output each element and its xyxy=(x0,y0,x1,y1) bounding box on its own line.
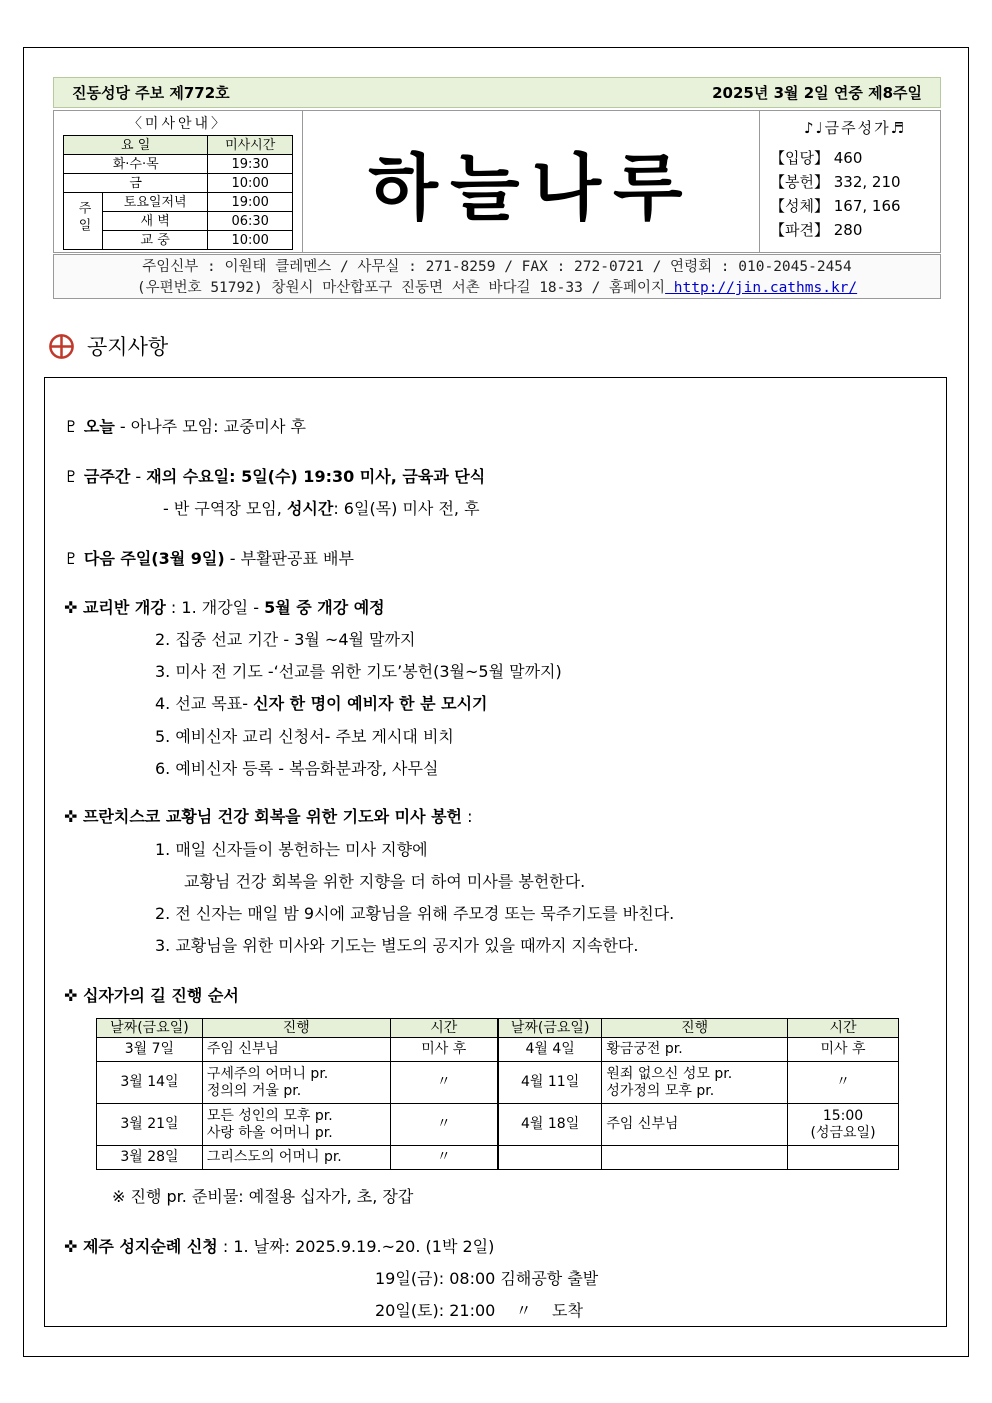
sunday-label: 주일 xyxy=(64,193,103,250)
mass-schedule-table xyxy=(63,135,293,250)
notice-week-2: - 반 구역장 모임, 성시간: 6일(목) 미사 전, 후 xyxy=(163,499,480,518)
contact-line-2: (우편번호 51792) 창원시 마산합포구 진동면 서촌 바다길 18-33 / 홈페이지 http://jin.cathms.kr/ xyxy=(136,280,858,296)
hymn-row: 【성체】 167, 166 xyxy=(770,197,901,215)
stations-header-row: 날짜(금요일) 진행 시간 날짜(금요일) 진행 시간 xyxy=(97,1019,899,1038)
jeju-line: 19일(금): 08:00 김해공항 출발 xyxy=(375,1269,599,1288)
catechism-item: 5. 예비신자 교리 신청서- 주보 게시대 비치 xyxy=(155,727,454,746)
catechism-item: 6. 예비신자 등록 - 복음화분과장, 사무실 xyxy=(155,759,439,778)
mass-time: 10:00 xyxy=(208,231,293,250)
mass-day: 토요일저녁 xyxy=(103,193,208,212)
bulletin-date: 2025년 3월 2일 연중 제8주일 xyxy=(712,84,922,102)
notice-heading xyxy=(48,331,168,361)
header-bar xyxy=(53,77,941,108)
notice-catechism: ✜ 교리반 개강 : 1. 개강일 - 5월 중 개강 예정 xyxy=(64,598,385,617)
table-row: 3월 28일 그리스도의 어머니 pr. 〃 xyxy=(97,1146,899,1170)
mass-guide-title: 〈미사안내〉 xyxy=(127,116,229,132)
notice-next-sunday: ♇ 다음 주일(3월 9일) - 부활판공표 배부 xyxy=(64,549,354,568)
hymn-box xyxy=(759,111,940,252)
notice-heading-text: 공지사항 xyxy=(87,335,169,359)
mass-col-time: 미사시간 xyxy=(208,136,293,155)
mass-guide xyxy=(54,111,303,252)
notice-jeju: ✜ 제주 성지순례 신청 : 1. 날짜: 2025.9.19.~20. (1박 2일) xyxy=(64,1237,495,1256)
hymn-row: 【파견】 280 xyxy=(770,221,863,239)
mass-time: 19:30 xyxy=(208,155,293,174)
hymn-row: 【봉헌】 332, 210 xyxy=(770,173,901,191)
pope-item: 1. 매일 신자들이 봉헌하는 미사 지향에 xyxy=(155,840,428,859)
hymn-row: 【입당】 460 xyxy=(770,149,863,167)
homepage-link[interactable]: http://jin.cathms.kr/ xyxy=(665,280,858,296)
table-row: 3월 7일 주임 신부님 미사 후 4월 4일 황금궁전 pr. 미사 후 xyxy=(97,1038,899,1062)
notice-stations: ✜ 십자가의 길 진행 순서 xyxy=(64,986,239,1005)
table-row: 3월 21일 모든 성인의 모후 pr. 사랑 하올 어머니 pr. 〃 4월 18일 주임 신부님 15:00 (성금요일) xyxy=(97,1104,899,1146)
table-row: 3월 14일 구세주의 어머니 pr. 정의의 거울 pr. 〃 4월 11일 원죄 없으신 성모 pr. 성가정의 모후 pr. 〃 xyxy=(97,1062,899,1104)
contact-block xyxy=(53,254,941,299)
info-block xyxy=(53,110,941,253)
mass-day: 새 벽 xyxy=(103,212,208,231)
bulletin-title: 하늘나루 xyxy=(368,145,695,230)
bulletin-number: 진동성당 주보 제772호 xyxy=(72,84,230,102)
mass-time: 19:00 xyxy=(208,193,293,212)
pope-item: 2. 전 신자는 매일 밤 9시에 교황님을 위해 주모경 또는 묵주기도를 바친다. xyxy=(155,904,675,923)
mass-time: 06:30 xyxy=(208,212,293,231)
notice-week: ♇ 금주간 - 재의 수요일: 5일(수) 19:30 미사, 금육과 단식 xyxy=(64,467,486,486)
mass-time: 10:00 xyxy=(208,174,293,193)
stations-table xyxy=(96,1018,899,1170)
stations-note: ※ 진행 pr. 준비물: 예절용 십자가, 초, 장갑 xyxy=(112,1187,414,1206)
catechism-item: 4. 선교 목표- 신자 한 명이 예비자 한 분 모시기 xyxy=(155,694,488,713)
catechism-item: 2. 집중 선교 기간 - 3월 ~4월 말까지 xyxy=(155,630,416,649)
pope-item: 3. 교황님을 위한 미사와 기도는 별도의 공지가 있을 때까지 지속한다. xyxy=(155,936,639,955)
jeju-line: 20일(토): 21:00 〃 도착 xyxy=(375,1301,583,1320)
contact-line-1: 주임신부 : 이원태 클레멘스 / 사무실 : 271-8259 / FAX : 272-0721 / 연령회 : 010-2045-2454 xyxy=(142,259,852,275)
mass-day: 교 중 xyxy=(103,231,208,250)
notice-today: ♇ 오늘 - 아나주 모임: 교중미사 후 xyxy=(64,417,306,436)
hymn-title: ♪♩금주성가♬ xyxy=(803,119,907,137)
mass-day: 금 xyxy=(64,174,208,193)
cross-circle-icon xyxy=(48,333,75,360)
catechism-item: 3. 미사 전 기도 -‘선교를 위한 기도’봉헌(3월~5월 말까지) xyxy=(155,662,562,681)
notice-pope: ✜ 프란치스코 교황님 건강 회복을 위한 기도와 미사 봉헌 : xyxy=(64,807,473,826)
pope-item: 교황님 건강 회복을 위한 지향을 더 하여 미사를 봉헌한다. xyxy=(184,872,586,891)
mass-day: 화·수·목 xyxy=(64,155,208,174)
mass-col-day: 요 일 xyxy=(64,136,208,155)
title-area xyxy=(304,111,759,252)
